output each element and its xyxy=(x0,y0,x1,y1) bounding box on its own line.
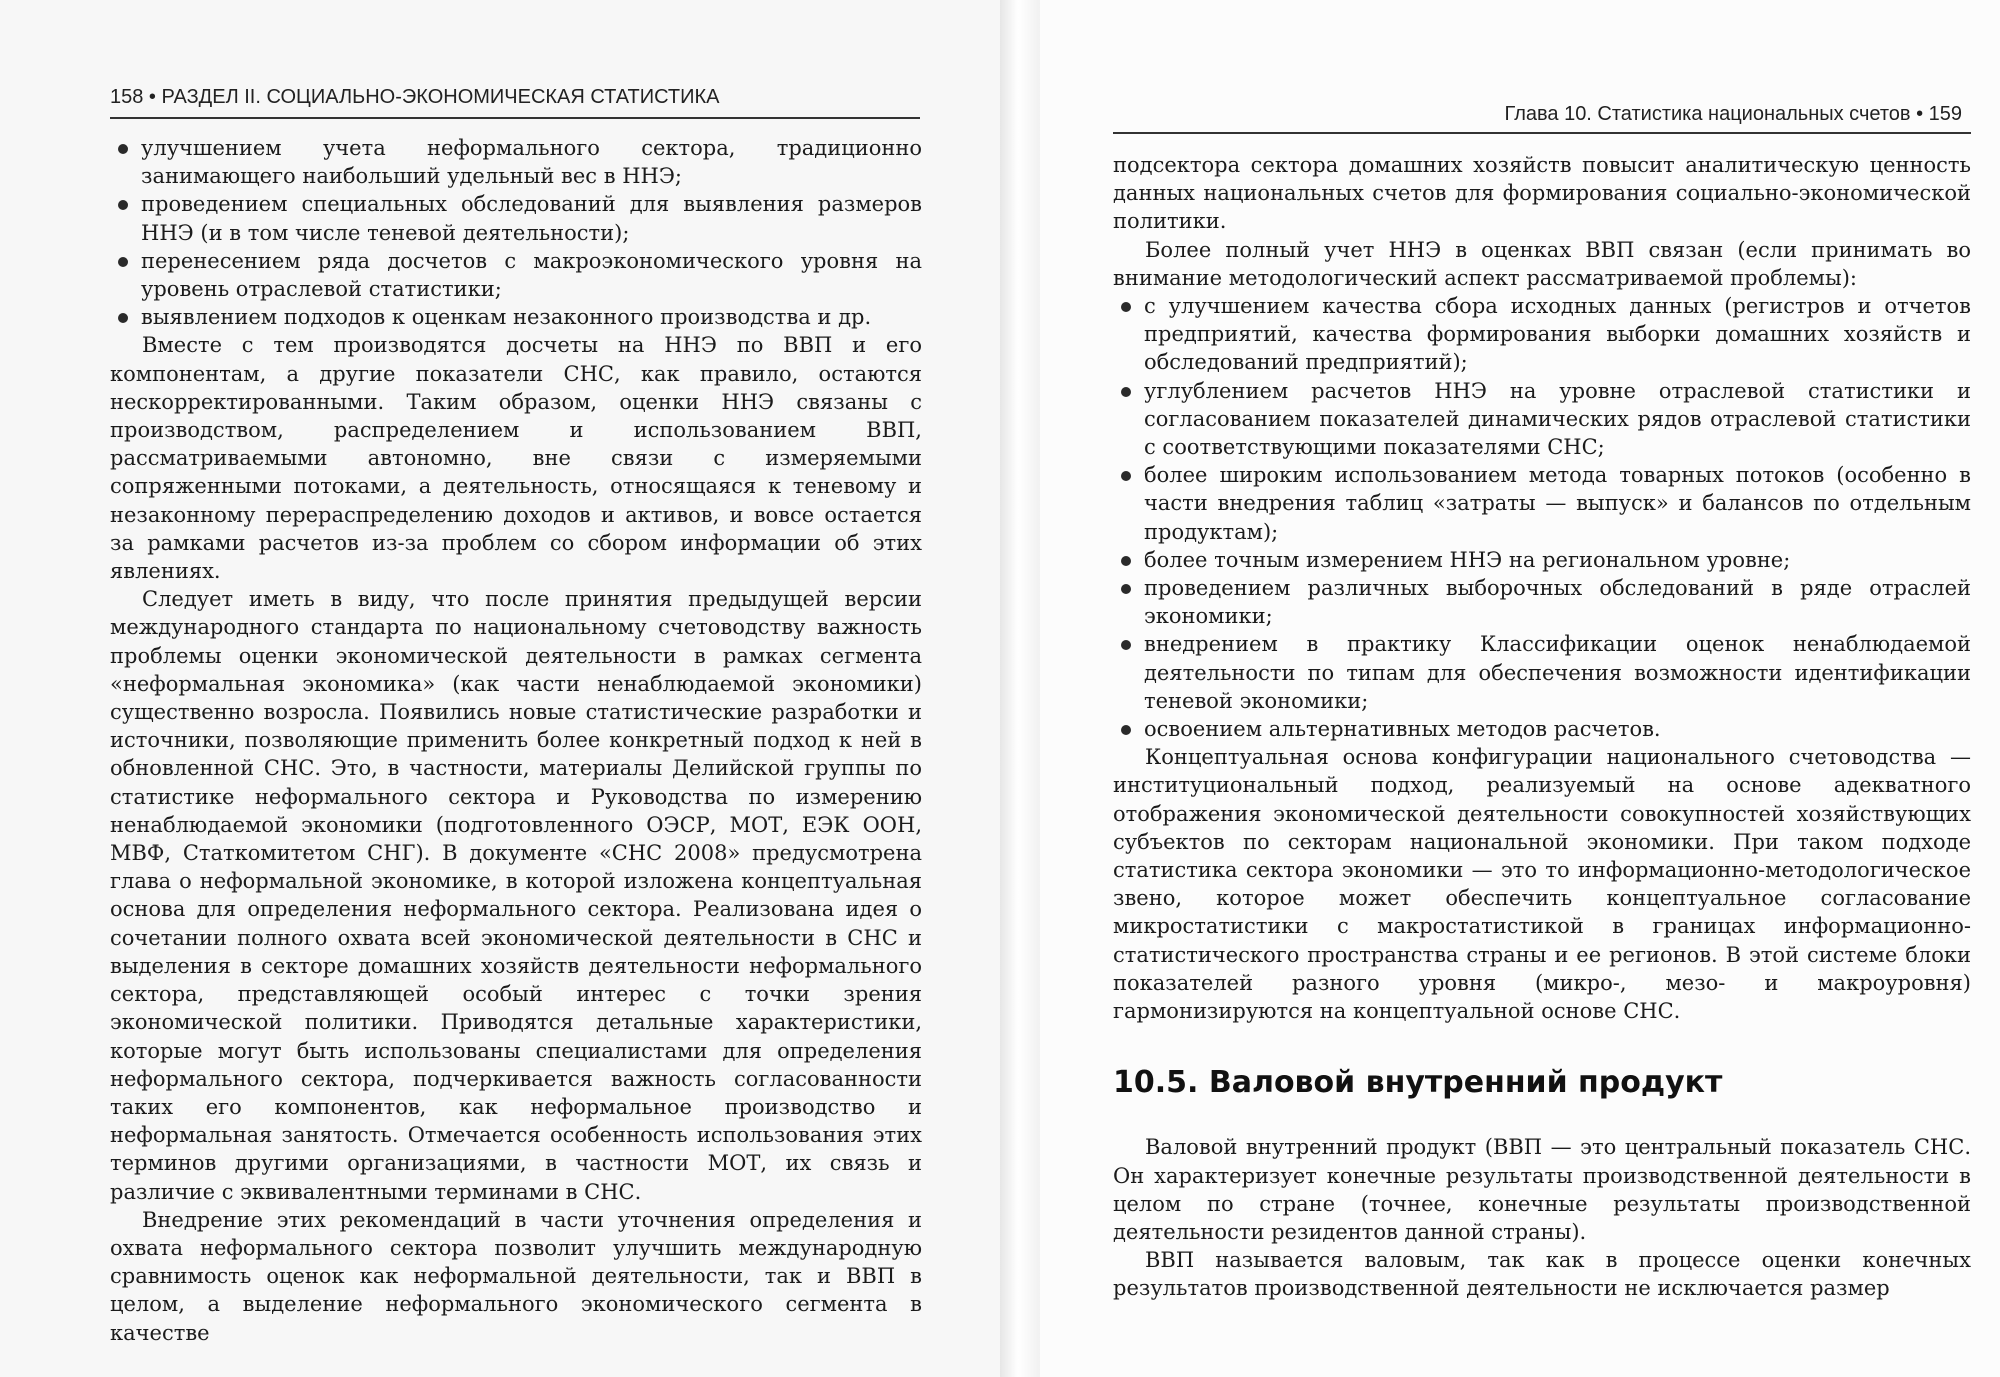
list-item-text: освоением альтернативных методов расчетов. xyxy=(1144,717,1661,742)
bullet-icon xyxy=(1121,471,1131,481)
list-item-text: углублением расчетов ННЭ на уровне отраслевой статистики и согласованием показателей динамических рядов отраслевой статистики с соответствующими показателями СНС; xyxy=(1144,378,1971,460)
right-page xyxy=(1040,0,2000,1377)
paragraph: Следует иметь в виду, что после принятия предыдущей версии международного стандарта по национальному счетоводству важность проблемы оценки экономической деятельности в рамках сегмента «неформальная экономика» (как части ненаблюдаемой экономики) существенно возросла. Появились новые статистические разработки и источники, позволяющие применить более конкретный подход к ней в обновленной СНС. Это, в частности, материалы Делийской группы по статистике неформального сектора и Руководства по измерению ненаблюдаемой экономики (подготовленного ОЭСР, МОТ, ЕЭК ООН, МВФ, Статкомитетом СНГ). В документе «СНС 2008» предусмотрена глава о неформальной экономике, в которой изложена концептуальная основа для определения неформального сектора. Реализована идея о сочетании полного охвата всей экономической деятельности в СНС и выделения в секторе домашних хозяйств деятельности неформального сектора, представляющей особый интерес с точки зрения экономической политики. Приводятся детальные характеристики, которые могут быть использованы специалистами для определения неформального сектора, подчеркивается важность согласованности таких его компонентов, как неформальное производство и неформальная занятость. Отмечается особенность использования этих терминов другими организациями, в частности МОТ, их связь и различие с эквивалентными терминами в СНС. xyxy=(110,587,922,1204)
list-item-text: улучшением учета неформального сектора, традиционно занимающего наибольший удельный вес в ННЭ; xyxy=(141,136,922,189)
paragraph: ВВП называется валовым, так как в процессе оценки конечных результатов производственной деятельности не исключается размер xyxy=(1113,1248,1971,1301)
list-item xyxy=(1113,292,1971,377)
list-item xyxy=(1113,630,1971,715)
paragraph: Внедрение этих рекомендаций в части уточнения определения и охвата неформального сектора позволит улучшить международную сравнимость оценок как неформальной деятельности, так и ВВП в целом, а выделение неформального экономического сегмента в качестве xyxy=(110,1207,922,1345)
list-item xyxy=(110,303,922,331)
section-heading: 10.5. Валовой внутренний продукт xyxy=(1113,1065,1723,1101)
bullet-icon xyxy=(1121,584,1131,594)
paragraph: Концептуальная основа конфигурации национального счетоводства — институциональный подход, реализуемый на основе адекватного отображения экономической деятельности совокупностей хозяйствующих субъектов по секторам национальной экономики. При таком подходе статистика сектора экономики — это то информационно-методологическое звено, которое может обеспечить концептуальное согласование микростатистики с макростатистикой в границах информационно-статистического пространства страны и ее регионов. В этой системе блоки показателей разного уровня (микро-, мезо- и макроуровня) гармонизируются на концептуальной основе СНС. xyxy=(1113,745,1971,1024)
list-item xyxy=(1113,574,1971,630)
list-item-text: выявлением подходов к оценкам незаконного производства и др. xyxy=(141,305,872,330)
bullet-icon xyxy=(1121,640,1131,650)
list-item xyxy=(1113,546,1971,574)
list-item-text: более точным измерением ННЭ на региональном уровне; xyxy=(1144,547,1791,572)
right-bullet-list xyxy=(1113,292,1971,743)
list-item-text: проведением различных выборочных обследований в ряде отраслей экономики; xyxy=(1144,576,1971,629)
right-text-column xyxy=(1113,151,1971,1303)
list-item xyxy=(1113,715,1971,743)
bullet-icon xyxy=(118,313,128,323)
paragraph: Более полный учет ННЭ в оценках ВВП связан (если принимать во внимание методологический аспект рассматриваемой проблемы): xyxy=(1113,237,1971,290)
bullet-icon xyxy=(1121,302,1131,312)
left-text-column xyxy=(110,134,922,1347)
paragraph: Вместе с тем производятся досчеты на ННЭ по ВВП и его компонентам, а другие показатели СНС, как правило, остаются нескорректированными. Таким образом, оценки ННЭ связаны с производством, распределением и использованием ВВП, рассматриваемыми автономно, вне связи с измеряемыми сопряженными потоками, а деятельность, относящаяся к теневому и незаконному перераспределению доходов и активов, и вовсе остается за рамками расчетов из-за проблем со сбором информации об этих явлениях. xyxy=(110,333,922,584)
list-item xyxy=(1113,377,1971,462)
list-item-text: перенесением ряда досчетов с макроэкономического уровня на уровень отраслевой статистики; xyxy=(141,248,922,302)
list-item xyxy=(110,247,922,303)
list-item xyxy=(110,190,922,246)
bullet-icon xyxy=(118,144,128,154)
right-header-rule xyxy=(1113,132,1971,134)
bullet-icon xyxy=(118,257,128,267)
bullet-icon xyxy=(118,200,128,210)
continuation-paragraph: подсектора сектора домашних хозяйств повысит аналитическую ценность данных национальных счетов для формирования социально-экономической политики. xyxy=(1113,153,1971,234)
book-gutter xyxy=(1000,0,1040,1377)
bullet-icon xyxy=(1121,387,1131,397)
left-header-rule xyxy=(110,117,920,119)
left-bullet-list xyxy=(110,134,922,331)
list-item xyxy=(110,134,922,190)
right-running-head: Глава 10. Статистика национальных счетов • 159 xyxy=(1504,103,1962,125)
bullet-icon xyxy=(1121,556,1131,566)
list-item-text: более широким использованием метода товарных потоков (особенно в части внедрения таблиц «затраты — выпуск» и балансов по отдельным продуктам); xyxy=(1144,463,1971,544)
left-running-head: 158 • РАЗДЕЛ II. СОЦИАЛЬНО-ЭКОНОМИЧЕСКАЯ СТАТИСТИКА xyxy=(110,86,720,108)
list-item xyxy=(1113,461,1971,546)
paragraph: Валовой внутренний продукт (ВВП — это центральный показатель СНС. Он характеризует конечные результаты производственной деятельности в целом по стране (точнее, конечные результаты производственной деятельности резидентов данной страны). xyxy=(1113,1135,1971,1244)
bullet-icon xyxy=(1121,725,1131,735)
list-item-text: внедрением в практику Классификации оценок ненаблюдаемой деятельности по типам для обеспечения возможности идентификации теневой экономики; xyxy=(1144,632,1971,713)
list-item-text: проведением специальных обследований для выявления размеров ННЭ (и в том числе теневой деятельности); xyxy=(141,192,922,245)
list-item-text: с улучшением качества сбора исходных данных (регистров и отчетов предприятий, качества формирования выборки домашних хозяйств и обследований предприятий); xyxy=(1144,294,1971,375)
